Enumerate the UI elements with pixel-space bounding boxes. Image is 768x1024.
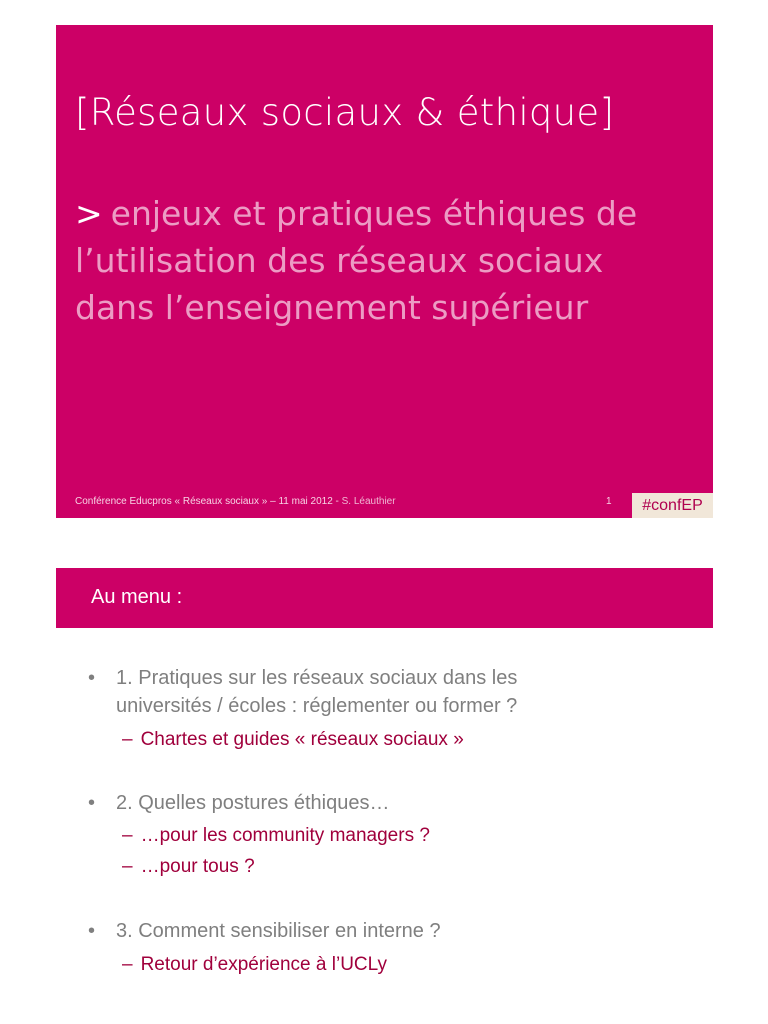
- bullet-1-line-2: universités / écoles : réglementer ou former ?: [116, 695, 518, 717]
- slide-title: [Réseaux sociaux & éthique]: [75, 91, 615, 134]
- subtitle-line-3: dans l’enseignement supérieur: [75, 288, 589, 327]
- arrow-glyph: >: [75, 194, 103, 233]
- bullet-1-line-1: 1. Pratiques sur les réseaux sociaux dans les: [116, 667, 518, 689]
- bullet-dot-icon: •: [88, 667, 96, 689]
- agenda-sub-1-1: [122, 726, 464, 754]
- subtitle-line-1-text: enjeux et pratiques éthiques de: [110, 194, 638, 233]
- bullet-dot-icon: •: [88, 792, 96, 814]
- dash-glyph: –: [122, 825, 133, 846]
- sub-1-1-text: Chartes et guides « réseaux sociaux »: [140, 729, 464, 750]
- sub-2-2-text: …pour tous ?: [140, 856, 255, 877]
- subtitle-line-2: l’utilisation des réseaux sociaux: [75, 241, 604, 280]
- bullet-2-line-1: 2. Quelles postures éthiques…: [116, 792, 390, 814]
- agenda-sub-2-1: [122, 822, 430, 850]
- sub-3-1-text: Retour d’expérience à l’UCLy: [140, 954, 387, 975]
- page-number: 1: [606, 496, 612, 507]
- agenda-sub-3-1: [122, 951, 387, 979]
- menu-header-title: Au menu :: [91, 586, 183, 608]
- sub-2-1-text: …pour les community managers ?: [140, 825, 430, 846]
- dash-glyph: –: [122, 954, 133, 975]
- bullet-3-line-1: 3. Comment sensibiliser en interne ?: [116, 920, 441, 942]
- agenda-sub-2-2: [122, 853, 255, 881]
- footer-author: S. Léauthier: [341, 496, 396, 507]
- hashtag-text: #confEP: [642, 496, 703, 514]
- bullet-dot-icon: •: [88, 920, 96, 942]
- dash-glyph: –: [122, 856, 133, 877]
- footer-conference: Conférence Educpros « Réseaux sociaux » – 11 mai 2012 -: [75, 496, 342, 507]
- dash-glyph: –: [122, 729, 133, 750]
